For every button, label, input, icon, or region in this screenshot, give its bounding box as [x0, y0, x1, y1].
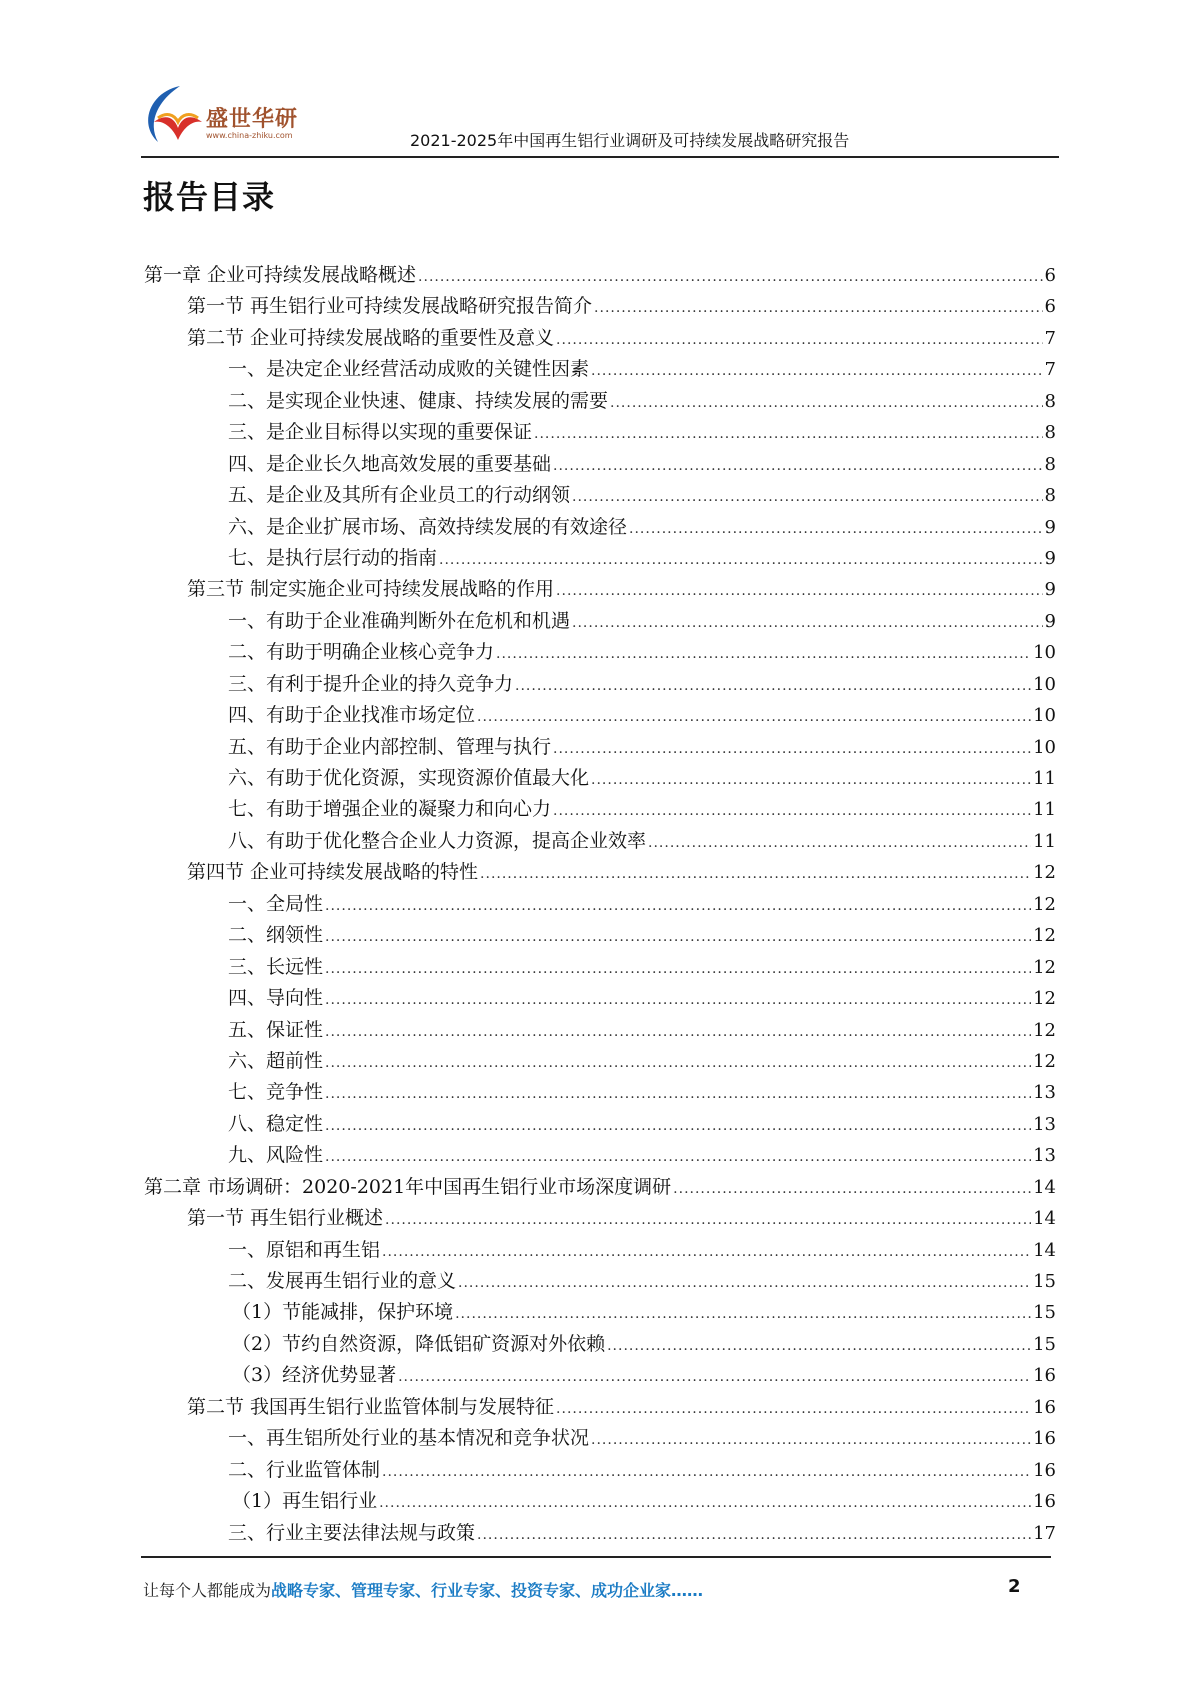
toc-entry-page: 7	[1044, 359, 1056, 381]
toc-dot-leader	[418, 262, 1043, 293]
toc-entry[interactable]	[144, 323, 1056, 354]
toc-entry[interactable]	[144, 826, 1056, 857]
toc-entry[interactable]	[144, 889, 1056, 920]
toc-entry-label: 一、再生铝所处行业的基本情况和竞争状况	[228, 1427, 590, 1450]
toc-entry-page: 11	[1033, 768, 1056, 789]
toc-entry-label: 一、原铝和再生铝	[228, 1238, 381, 1261]
toc-entry-label: 二、纲领性	[228, 924, 324, 947]
toc-entry-page: 6	[1044, 265, 1056, 286]
toc-entry[interactable]	[144, 1360, 1056, 1391]
toc-dot-leader	[607, 1331, 1031, 1362]
toc-entry[interactable]	[144, 1235, 1056, 1266]
toc-entry[interactable]	[144, 1203, 1056, 1234]
toc-entry-page: 8	[1044, 485, 1056, 507]
toc-entry-page: 12	[1033, 988, 1056, 1010]
toc-dot-leader	[398, 1362, 1031, 1393]
toc-dot-leader	[594, 293, 1043, 324]
toc-entry-label: 第三节 制定实施企业可持续发展战略的作用	[187, 578, 555, 601]
toc-entry[interactable]	[144, 1266, 1056, 1297]
toc-entry-label: 一、全局性	[228, 892, 324, 915]
toc-entry[interactable]	[144, 857, 1056, 888]
toc-dot-leader	[325, 1017, 1031, 1048]
toc-entry-page: 13	[1033, 1082, 1056, 1104]
toc-entry[interactable]	[144, 700, 1056, 731]
toc-dot-leader	[325, 985, 1031, 1016]
toc-dot-leader	[477, 1520, 1031, 1551]
toc-dot-leader	[553, 734, 1031, 765]
toc-entry[interactable]	[144, 512, 1056, 543]
toc-entry[interactable]	[144, 794, 1056, 825]
toc-entry-label: 第一章 企业可持续发展战略概述	[144, 264, 417, 286]
toc-entry-page: 17	[1033, 1522, 1056, 1544]
toc-entry-page: 9	[1044, 547, 1056, 569]
toc-entry-label: 二、有助于明确企业核心竞争力	[228, 641, 495, 664]
toc-entry-label: 一、是决定企业经营活动成败的关键性因素	[228, 358, 590, 381]
toc-entry[interactable]	[144, 920, 1056, 951]
toc-dot-leader	[382, 1237, 1031, 1268]
toc-entry[interactable]	[144, 354, 1056, 385]
toc-dot-leader	[553, 451, 1043, 482]
toc-entry-label: 八、有助于优化整合企业人力资源，提高企业效率	[228, 829, 647, 852]
toc-entry[interactable]	[144, 480, 1056, 511]
toc-dot-leader	[556, 576, 1043, 607]
toc-entry-label: 三、有利于提升企业的持久竞争力	[228, 672, 514, 695]
toc-entry-label: 六、是企业扩展市场、高效持续发展的有效途径	[228, 515, 628, 538]
toc-entry[interactable]	[144, 763, 1056, 794]
toc-entry-page: 10	[1033, 673, 1056, 695]
toc-dot-leader	[382, 1457, 1031, 1488]
toc-entry[interactable]	[144, 1172, 1056, 1203]
page-heading: 报告目录	[143, 178, 276, 216]
header-divider	[141, 156, 1059, 158]
footer-slogan	[143, 1578, 703, 1601]
toc-entry[interactable]	[144, 574, 1056, 605]
toc-dot-leader	[325, 954, 1031, 985]
toc-entry-page: 8	[1044, 422, 1056, 444]
toc-dot-leader	[455, 1299, 1031, 1330]
toc-dot-leader	[325, 1111, 1031, 1142]
toc-entry-label: 第二节 企业可持续发展战略的重要性及意义	[187, 326, 555, 349]
toc-dot-leader	[480, 859, 1031, 890]
toc-dot-leader	[534, 419, 1043, 450]
toc-entry-label: 第一节 再生铝行业概述	[187, 1207, 384, 1230]
toc-entry-label: 五、保证性	[228, 1018, 324, 1041]
toc-dot-leader	[591, 356, 1043, 387]
logo-url: www.china-zhiku.com	[206, 131, 293, 140]
toc-entry-page: 10	[1033, 736, 1056, 758]
toc-dot-leader	[385, 1205, 1031, 1236]
toc-entry-label: 第二节 我国再生铝行业监管体制与发展特征	[187, 1395, 555, 1418]
toc-entry-page: 7	[1044, 327, 1056, 349]
toc-entry[interactable]	[144, 260, 1056, 291]
toc-entry-label: （3）经济优势显著	[232, 1364, 397, 1387]
toc-entry[interactable]	[144, 1455, 1056, 1486]
toc-entry-page: 12	[1033, 893, 1056, 915]
toc-entry[interactable]	[144, 1140, 1056, 1171]
toc-entry-label: 第二章 市场调研：2020-2021年中国再生铝行业市场深度调研	[144, 1175, 672, 1198]
toc-entry-label: 七、有助于增强企业的凝聚力和向心力	[228, 798, 552, 821]
toc-entry-page: 14	[1033, 1176, 1056, 1198]
slogan-prefix: 让每个人都能成为	[143, 1581, 272, 1600]
company-logo	[140, 84, 310, 146]
toc-entry-page: 12	[1033, 1019, 1056, 1041]
page-number: 2	[1008, 1576, 1021, 1597]
toc-entry-label: 五、是企业及其所有企业员工的行动纲领	[228, 484, 571, 507]
toc-dot-leader	[673, 1174, 1031, 1205]
toc-dot-leader	[556, 1394, 1031, 1425]
toc-dot-leader	[553, 796, 1031, 827]
toc-entry-page: 12	[1033, 956, 1056, 978]
toc-entry[interactable]	[144, 1423, 1056, 1454]
toc-entry[interactable]	[144, 606, 1056, 637]
toc-entry-page: 11	[1033, 830, 1056, 852]
toc-entry-page: 11	[1033, 799, 1056, 821]
toc-dot-leader	[572, 608, 1043, 639]
toc-entry-page: 16	[1033, 1396, 1056, 1418]
toc-entry[interactable]	[144, 1109, 1056, 1140]
toc-dot-leader	[325, 922, 1031, 953]
toc-entry[interactable]	[144, 732, 1056, 763]
toc-entry[interactable]	[144, 449, 1056, 480]
toc-entry[interactable]	[144, 1518, 1056, 1549]
toc-entry-label: 第四节 企业可持续发展战略的特性	[187, 861, 479, 884]
toc-dot-leader	[477, 702, 1031, 733]
toc-entry-page: 10	[1033, 642, 1056, 664]
toc-dot-leader	[591, 765, 1031, 796]
document-title: 2021-2025年中国再生铝行业调研及可持续发展战略研究报告	[410, 131, 850, 150]
toc-entry-page: 9	[1044, 579, 1056, 601]
toc-dot-leader	[556, 325, 1043, 356]
toc-entry-label: 五、有助于企业内部控制、管理与执行	[228, 735, 552, 758]
toc-dot-leader	[610, 388, 1043, 419]
toc-entry-page: 6	[1044, 296, 1056, 318]
toc-entry-page: 12	[1033, 925, 1056, 947]
toc-entry[interactable]	[144, 983, 1056, 1014]
toc-dot-leader	[629, 514, 1043, 545]
toc-entry-label: 七、是执行层行动的指南	[228, 546, 438, 569]
toc-dot-leader	[458, 1268, 1031, 1299]
toc-entry-page: 8	[1044, 453, 1056, 475]
toc-entry-label: 第一节 再生铝行业可持续发展战略研究报告简介	[187, 295, 593, 318]
toc-entry-label: 七、竞争性	[228, 1081, 324, 1104]
toc-entry[interactable]	[144, 669, 1056, 700]
toc-entry-page: 8	[1044, 390, 1056, 412]
toc-entry-page: 15	[1033, 1271, 1056, 1292]
toc-entry-label: （1）节能减排，保护环境	[232, 1301, 454, 1324]
toc-entry-label: （1）再生铝行业	[232, 1490, 378, 1513]
toc-dot-leader	[572, 482, 1043, 513]
toc-entry-label: 二、发展再生铝行业的意义	[228, 1270, 457, 1292]
toc-entry[interactable]	[144, 1046, 1056, 1077]
toc-entry[interactable]	[144, 1486, 1056, 1517]
toc-entry-page: 13	[1033, 1145, 1056, 1167]
toc-entry-label: （2）节约自然资源，降低铝矿资源对外依赖	[232, 1332, 606, 1355]
toc-dot-leader	[496, 639, 1031, 670]
toc-entry[interactable]	[144, 1392, 1056, 1423]
toc-entry-page: 16	[1033, 1491, 1056, 1513]
toc-dot-leader	[648, 828, 1031, 859]
toc-entry-page: 14	[1033, 1239, 1056, 1261]
toc-entry-label: 九、风险性	[228, 1144, 324, 1167]
toc-entry-label: 八、稳定性	[228, 1112, 324, 1135]
toc-entry-page: 10	[1033, 705, 1056, 727]
toc-entry[interactable]	[144, 386, 1056, 417]
toc-dot-leader	[379, 1488, 1031, 1519]
toc-entry-page: 9	[1044, 516, 1056, 538]
toc-entry-page: 16	[1033, 1459, 1056, 1481]
toc-entry-label: 四、导向性	[228, 987, 324, 1010]
toc-entry-page: 13	[1033, 1113, 1056, 1135]
toc-entry-label: 三、行业主要法律法规与政策	[228, 1521, 476, 1544]
toc-entry[interactable]	[144, 1329, 1056, 1360]
toc-entry[interactable]	[144, 1297, 1056, 1328]
toc-dot-leader	[325, 1079, 1031, 1110]
toc-entry-page: 15	[1033, 1302, 1056, 1324]
toc-entry-label: 一、有助于企业准确判断外在危机和机遇	[228, 609, 571, 632]
toc-entry-label: 六、超前性	[228, 1049, 324, 1072]
toc-entry-page: 12	[1033, 1050, 1056, 1072]
toc-dot-leader	[591, 1425, 1031, 1456]
toc-dot-leader	[325, 1142, 1031, 1173]
toc-entry-page: 16	[1033, 1365, 1056, 1387]
toc-entry[interactable]	[144, 417, 1056, 448]
toc-entry[interactable]	[144, 637, 1056, 668]
table-of-contents	[144, 260, 1056, 1549]
toc-entry-label: 三、长远性	[228, 955, 324, 978]
toc-entry[interactable]	[144, 1077, 1056, 1108]
toc-entry-label: 四、有助于企业找准市场定位	[228, 704, 476, 727]
toc-entry-label: 二、是实现企业快速、健康、持续发展的需要	[228, 389, 609, 412]
toc-entry-label: 二、行业监管体制	[228, 1458, 381, 1481]
logo-emblem-icon	[140, 84, 204, 146]
footer-divider	[141, 1556, 1051, 1558]
toc-entry[interactable]	[144, 543, 1056, 574]
toc-dot-leader	[439, 545, 1043, 576]
toc-entry-page: 15	[1033, 1333, 1056, 1355]
toc-dot-leader	[325, 891, 1031, 922]
toc-dot-leader	[325, 1048, 1031, 1079]
toc-entry-label: 四、是企业长久地高效发展的重要基础	[228, 452, 552, 475]
toc-entry-label: 六、有助于优化资源，实现资源价值最大化	[228, 767, 590, 789]
toc-entry-label: 三、是企业目标得以实现的重要保证	[228, 421, 533, 444]
toc-entry[interactable]	[144, 1015, 1056, 1046]
toc-dot-leader	[515, 671, 1031, 702]
logo-text: 盛世华研	[206, 107, 299, 132]
slogan-highlight: 战略专家、管理专家、行业专家、投资专家、成功企业家……	[271, 1581, 704, 1600]
toc-entry[interactable]	[144, 952, 1056, 983]
toc-entry-page: 16	[1033, 1428, 1056, 1450]
toc-entry[interactable]	[144, 291, 1056, 322]
toc-entry-page: 12	[1033, 862, 1056, 884]
toc-entry-page: 9	[1044, 610, 1056, 632]
toc-entry-page: 14	[1033, 1208, 1056, 1230]
